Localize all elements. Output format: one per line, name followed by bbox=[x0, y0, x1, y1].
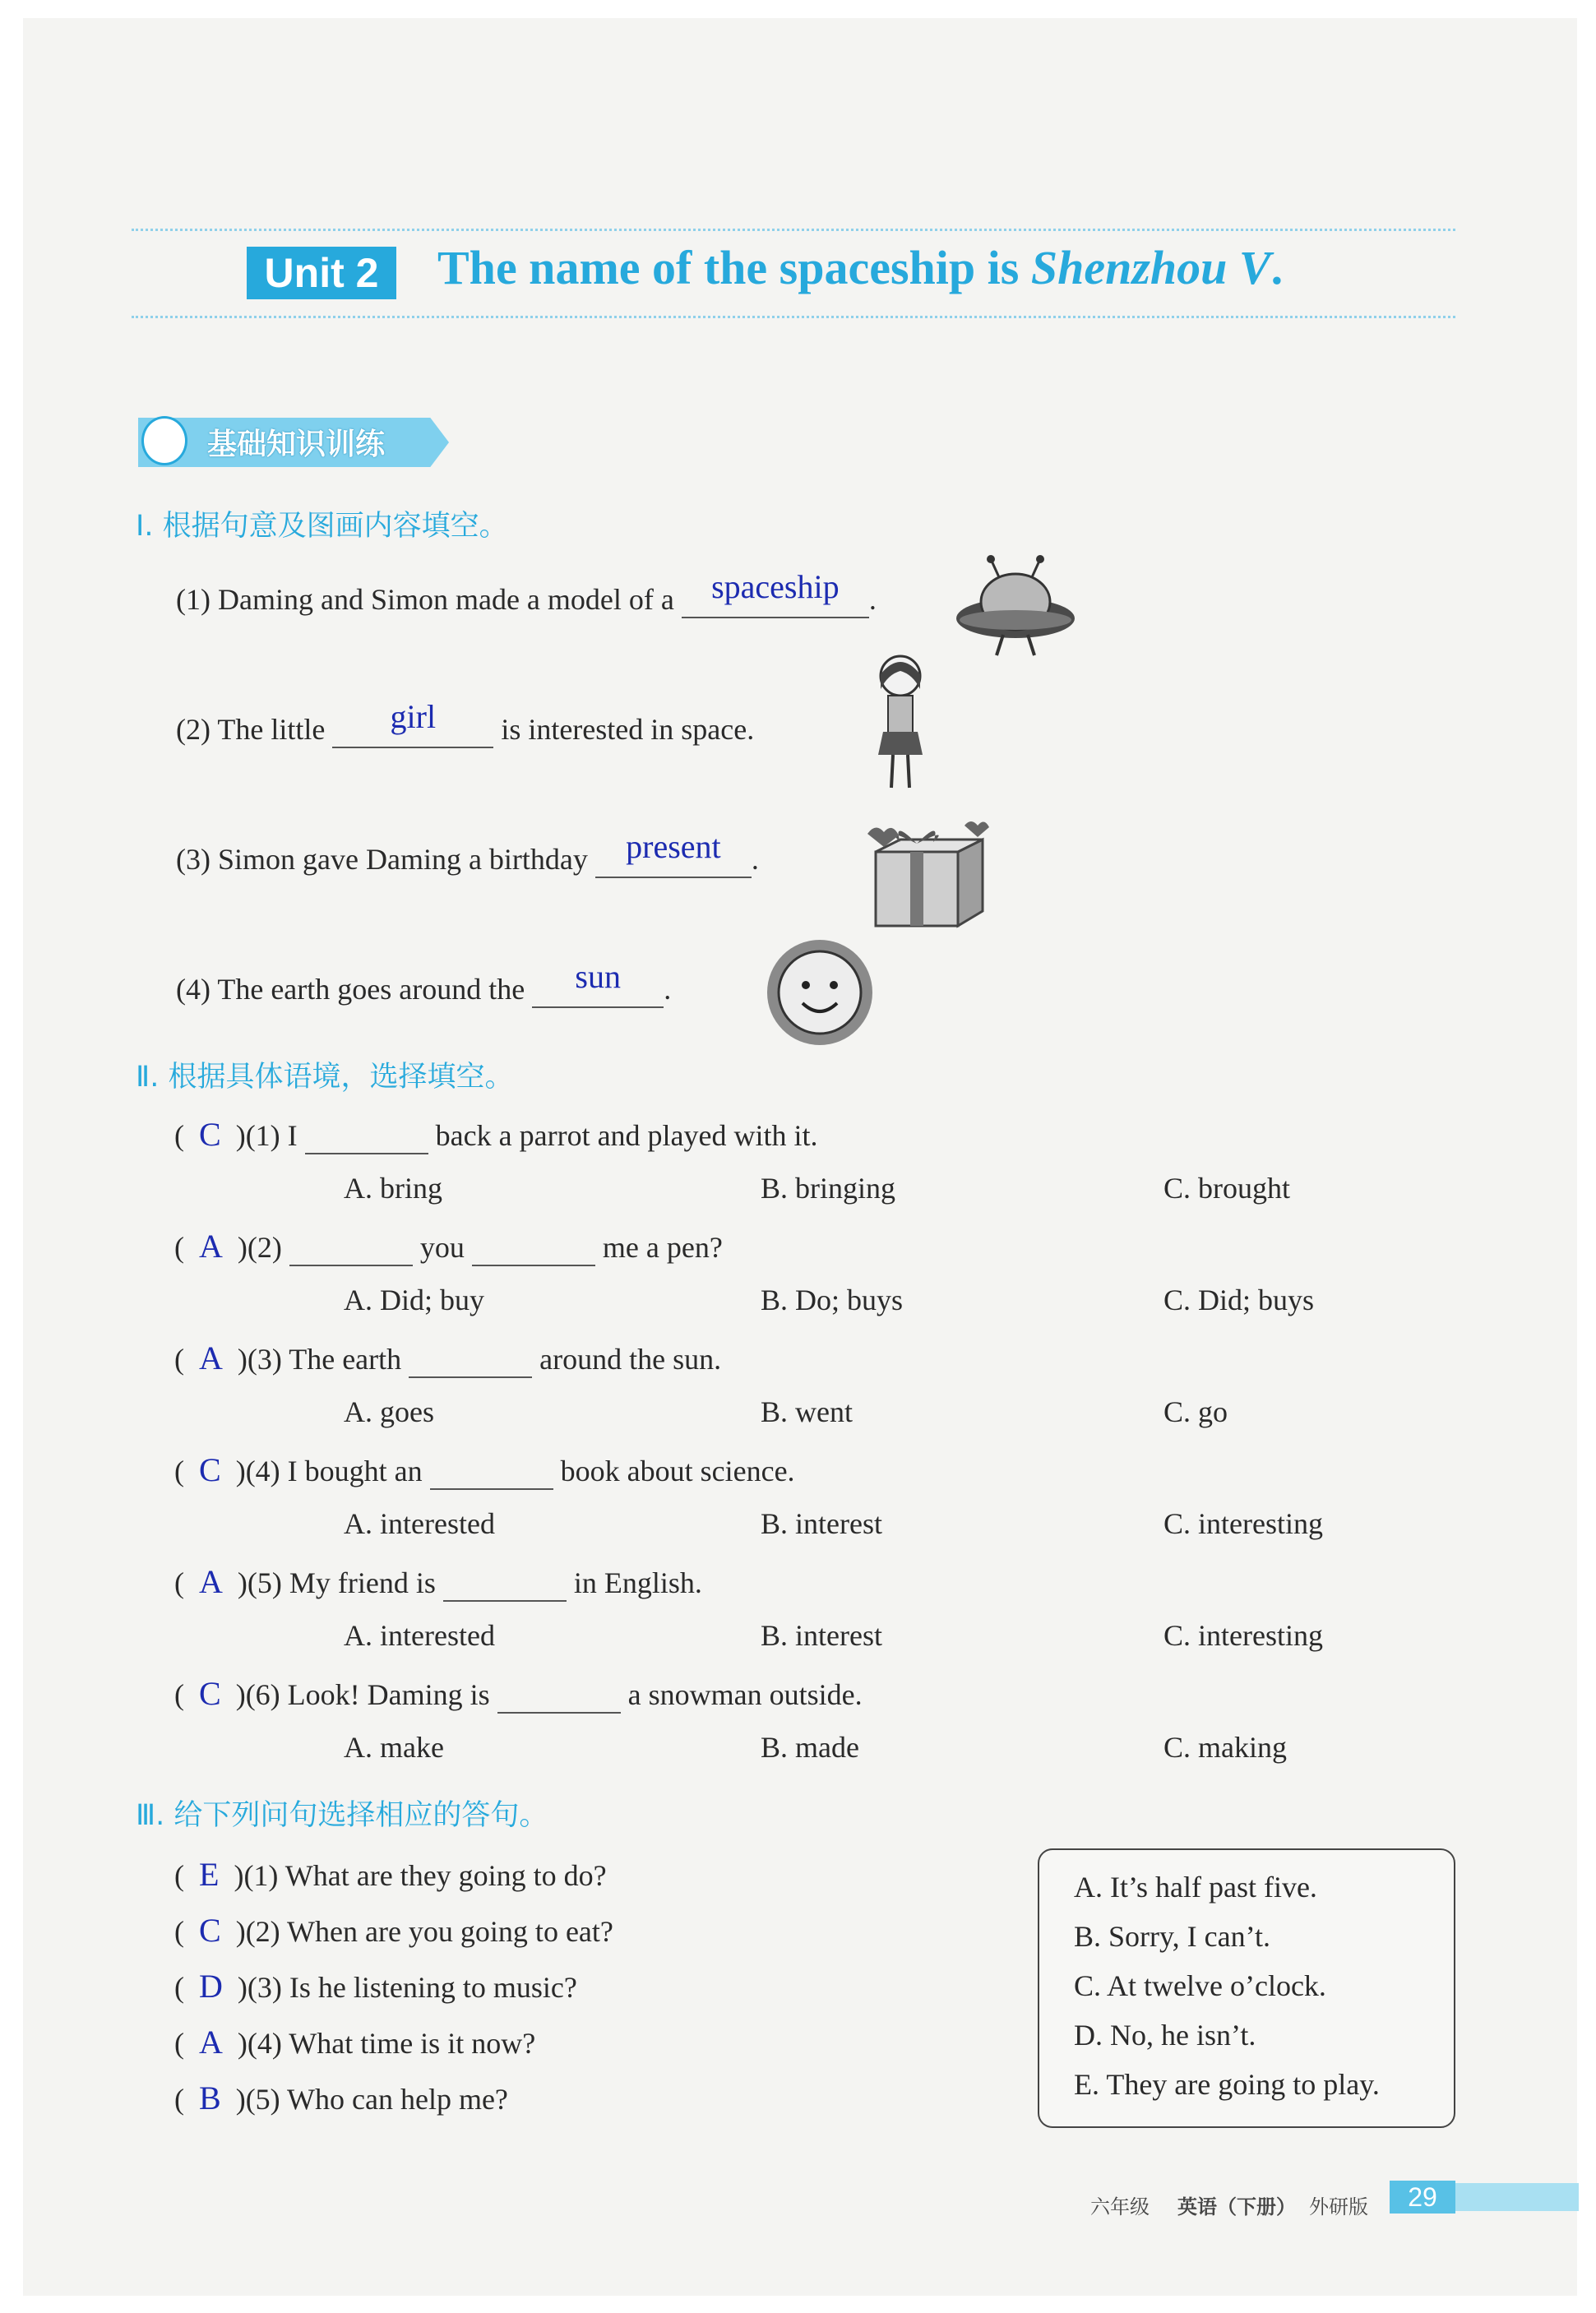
part2-question-6: ( C )(6) Look! Daming is a snowman outside. bbox=[174, 1675, 863, 1712]
choice-e: E. They are going to play. bbox=[1074, 2068, 1380, 2101]
blank bbox=[305, 1118, 428, 1154]
header-top-rule bbox=[132, 229, 1455, 231]
answer-choices-box bbox=[1038, 1848, 1455, 2128]
part1-heading: Ⅰ. 根据句意及图画内容填空。 bbox=[136, 510, 508, 543]
part2-question-2: ( A )(2) you me a pen? bbox=[174, 1228, 723, 1265]
option: B. bringing bbox=[761, 1172, 896, 1205]
part3-question-4: ( A )(4) What time is it now? bbox=[174, 2024, 536, 2061]
mascot-icon bbox=[141, 416, 187, 465]
sun-icon bbox=[765, 937, 875, 1048]
answer-choice[interactable]: A bbox=[199, 1563, 223, 1600]
blank bbox=[472, 1230, 595, 1266]
answer-choice[interactable]: C bbox=[199, 1451, 221, 1488]
option: C. making bbox=[1163, 1731, 1287, 1764]
part2-question-1: ( C )(1) I back a parrot and played with it. bbox=[174, 1116, 818, 1153]
spaceship-icon bbox=[954, 553, 1077, 659]
choice-d: D. No, he isn’t. bbox=[1074, 2019, 1256, 2052]
footer-subject: 英语（下册） bbox=[1177, 2195, 1296, 2218]
blank bbox=[497, 1677, 621, 1714]
option: A. interested bbox=[344, 1619, 495, 1652]
option: B. interest bbox=[761, 1619, 882, 1652]
option: A. interested bbox=[344, 1507, 495, 1540]
option: B. went bbox=[761, 1395, 853, 1428]
part1-item-1: (1) Daming and Simon made a model of a spaceship . bbox=[176, 582, 877, 618]
option: B. Do; buys bbox=[761, 1284, 904, 1316]
part1-item-3: (3) Simon gave Daming a birthday present . bbox=[176, 842, 759, 878]
part2-heading: Ⅱ. 根据具体语境，选择填空。 bbox=[136, 1061, 514, 1094]
option: B. made bbox=[761, 1731, 859, 1764]
option: C. brought bbox=[1163, 1172, 1291, 1205]
option: A. Did; buy bbox=[344, 1284, 484, 1316]
part3-question-5: ( B )(5) Who can help me? bbox=[174, 2079, 508, 2116]
answer-choice[interactable]: A bbox=[199, 1228, 223, 1265]
answer-blank[interactable]: girl bbox=[332, 712, 493, 748]
option: A. make bbox=[344, 1731, 444, 1764]
part3-question-1: ( E )(1) What are they going to do? bbox=[174, 1856, 607, 1893]
answer-choice[interactable]: D bbox=[199, 1968, 223, 2005]
blank bbox=[430, 1454, 553, 1490]
answer-choice[interactable]: B bbox=[199, 2079, 221, 2116]
choice-b: B. Sorry, I can’t. bbox=[1074, 1920, 1270, 1953]
part3-question-2: ( C )(2) When are you going to eat? bbox=[174, 1912, 613, 1949]
header-bottom-rule bbox=[132, 316, 1455, 318]
section-banner-label: 基础知识训练 bbox=[207, 428, 386, 461]
answer-choice[interactable]: E bbox=[199, 1856, 220, 1893]
blank bbox=[289, 1230, 413, 1266]
answer-choice[interactable]: A bbox=[199, 1339, 223, 1376]
answer-blank[interactable]: sun bbox=[532, 972, 664, 1008]
choice-c: C. At twelve o’clock. bbox=[1074, 1969, 1326, 2002]
part3-question-3: ( D )(3) Is he listening to music? bbox=[174, 1968, 577, 2005]
answer-choice[interactable]: C bbox=[199, 1116, 221, 1153]
part1-item-2: (2) The little girl is interested in space. bbox=[176, 712, 754, 748]
answer-blank[interactable]: present bbox=[595, 842, 752, 878]
answer-choice[interactable]: C bbox=[199, 1675, 221, 1712]
unit-badge: Unit 2 bbox=[247, 247, 396, 299]
page-number: 29 bbox=[1390, 2181, 1455, 2214]
girl-icon bbox=[863, 650, 937, 798]
part1-item-4: (4) The earth goes around the sun . bbox=[176, 972, 671, 1008]
footer-grade: 六年级 bbox=[1090, 2195, 1150, 2218]
choice-a: A. It’s half past five. bbox=[1074, 1871, 1317, 1904]
answer-choice[interactable]: C bbox=[199, 1912, 221, 1949]
option: C. interesting bbox=[1163, 1507, 1323, 1540]
part2-question-3: ( A )(3) The earth around the sun. bbox=[174, 1339, 722, 1376]
blank bbox=[443, 1566, 567, 1602]
footer-edition: 外研版 bbox=[1309, 2195, 1368, 2218]
part2-question-4: ( C )(4) I bought an book about science. bbox=[174, 1451, 795, 1488]
answer-blank[interactable]: spaceship bbox=[682, 582, 869, 618]
option: C. go bbox=[1163, 1395, 1228, 1428]
option: B. interest bbox=[761, 1507, 882, 1540]
blank bbox=[409, 1342, 532, 1378]
answer-choice[interactable]: A bbox=[199, 2024, 223, 2061]
page-title: The name of the spaceship is Shenzhou V. bbox=[437, 241, 1284, 294]
option: C. Did; buys bbox=[1163, 1284, 1315, 1316]
gift-icon bbox=[867, 819, 991, 934]
option: A. bring bbox=[344, 1172, 442, 1205]
option: C. interesting bbox=[1163, 1619, 1323, 1652]
option: A. goes bbox=[344, 1395, 434, 1428]
part2-question-5: ( A )(5) My friend is in English. bbox=[174, 1563, 702, 1600]
part3-heading: Ⅲ. 给下列问句选择相应的答句。 bbox=[136, 1799, 548, 1832]
